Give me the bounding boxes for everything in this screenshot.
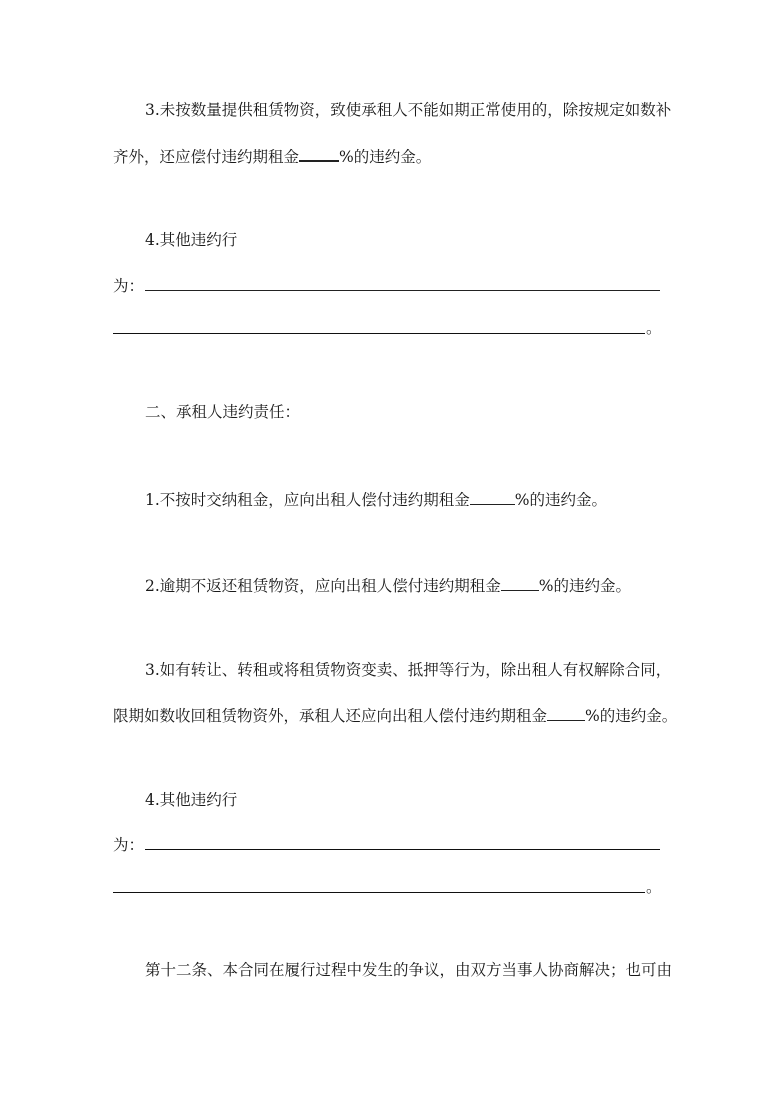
- lessee-item3-line1: 3.如有转让、转租或将租赁物资变卖、抵押等行为，除出租人有权解除合同，: [145, 661, 672, 679]
- lessee-item1: [145, 490, 607, 510]
- lessee-heading: 二、承租人违约责任：: [145, 403, 301, 421]
- lessor-other-breach-blank-1[interactable]: [145, 290, 660, 291]
- lessor-other-breach-blank-2[interactable]: [113, 333, 645, 334]
- lessor-item4-line1: 4.其他违约行: [145, 231, 238, 249]
- lessee-item2-suffix: %的违约金。: [538, 577, 632, 595]
- lessee-item4-period: 。: [646, 878, 662, 896]
- lessee-other-breach-blank-1[interactable]: [145, 849, 660, 850]
- lessee-item1-suffix: %的违约金。: [514, 491, 608, 509]
- lessor-item4-prefix: 为：: [113, 277, 145, 295]
- lessor-item3-text: 齐外，还应偿付违约期租金: [113, 148, 300, 166]
- lessee-item2: [145, 576, 631, 596]
- lessee-item1-text: 1.不按时交纳租金，应向出租人偿付违约期租金: [145, 491, 470, 509]
- lessee-item3-line2: [113, 706, 677, 726]
- penalty-rate-blank[interactable]: [501, 576, 539, 591]
- lessor-item3-line2: [113, 146, 431, 167]
- lessee-other-breach-blank-2[interactable]: [113, 892, 645, 893]
- lessee-item4-prefix: 为：: [113, 836, 145, 854]
- lessee-item2-text: 2.逾期不返还租赁物资，应向出租人偿付违约期租金: [145, 577, 501, 595]
- lessor-item3-suffix: %的违约金。: [339, 148, 432, 166]
- penalty-rate-blank[interactable]: [470, 490, 515, 505]
- lessor-item4-period: 。: [646, 319, 662, 337]
- article12-line1: 第十二条、本合同在履行过程中发生的争议，由双方当事人协商解决；也可由: [145, 961, 673, 979]
- lessee-item3-text: 限期如数收回租赁物资外，承租人还应向出租人偿付违约期租金: [113, 707, 548, 725]
- penalty-rate-blank[interactable]: [299, 146, 339, 162]
- penalty-rate-blank[interactable]: [547, 706, 585, 721]
- lessor-item3-line1: 3.未按数量提供租赁物资，致使承租人不能如期正常使用的，除按规定如数补: [145, 101, 672, 119]
- lessee-item3-suffix: %的违约金。: [585, 707, 678, 725]
- lessee-item4-line1: 4.其他违约行: [145, 791, 238, 809]
